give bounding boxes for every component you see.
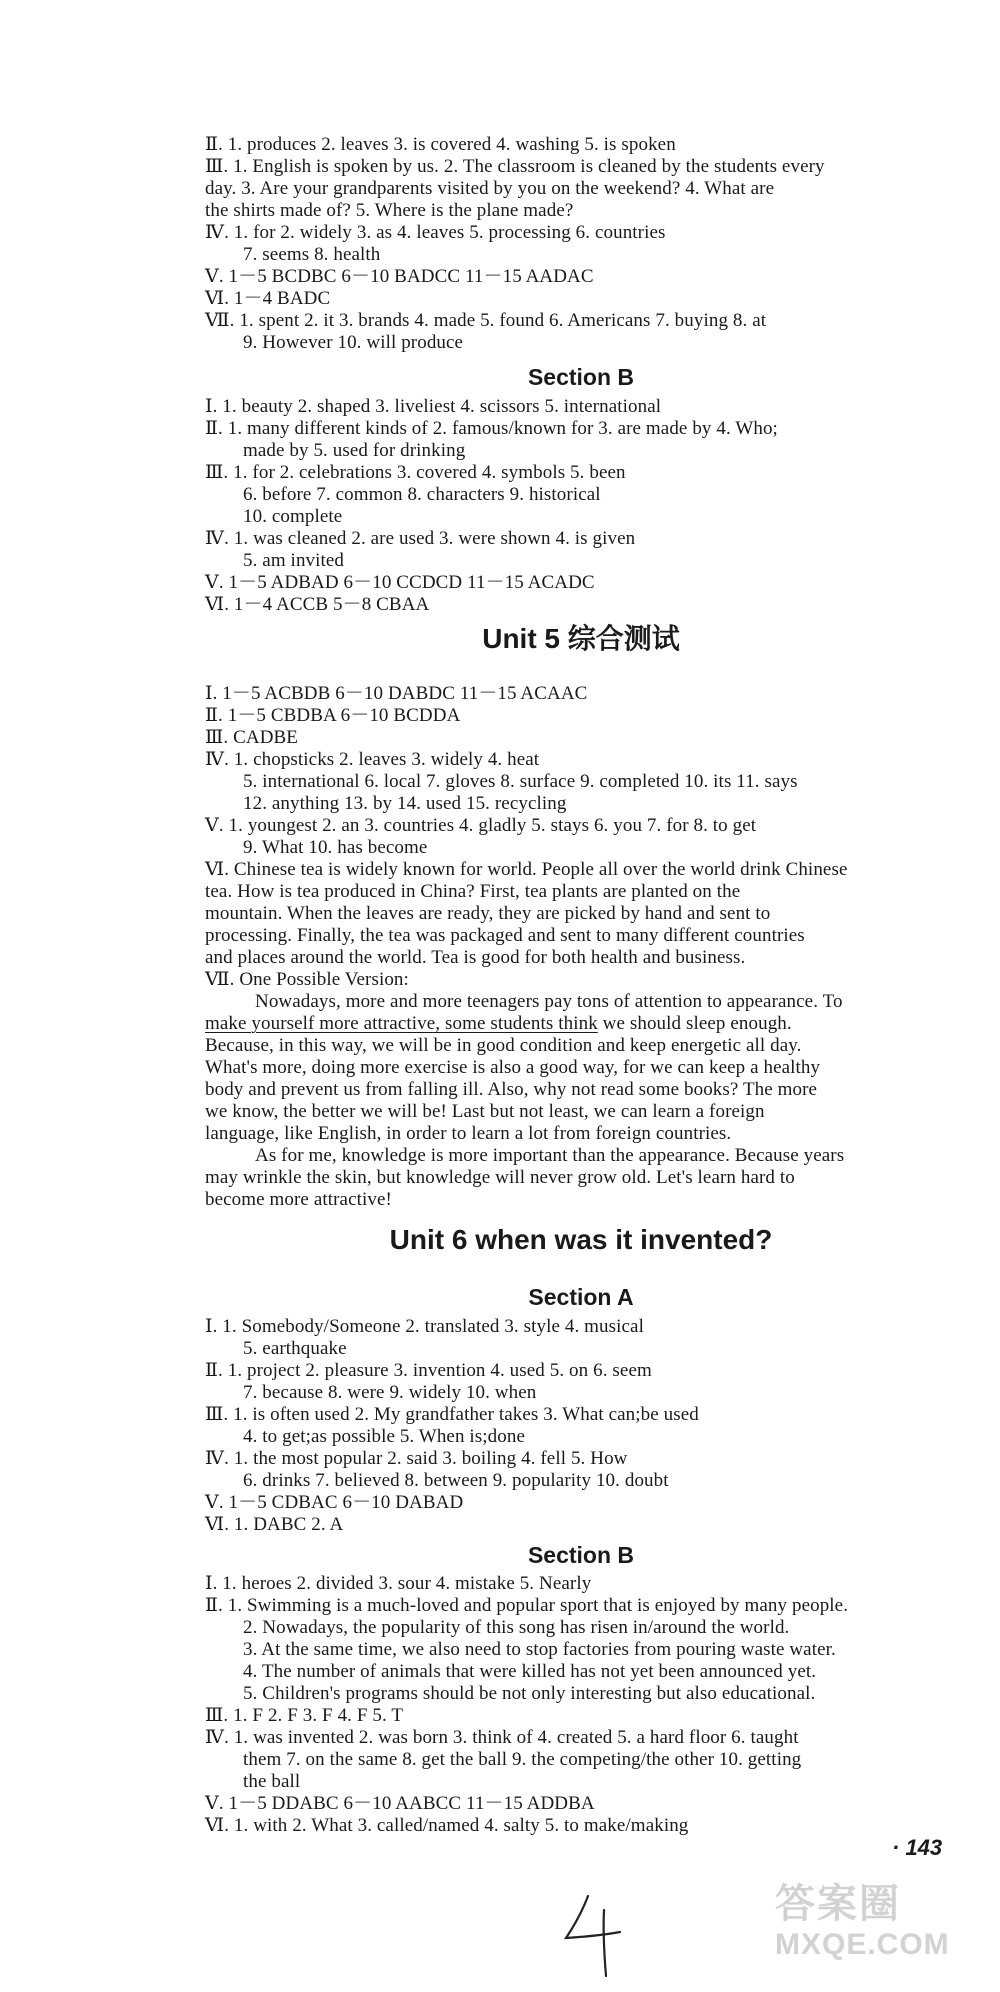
answer-line: 12. anything 13. by 14. used 15. recycling (243, 793, 567, 814)
answer-line: mountain. When the leaves are ready, they are picked by hand and sent to (205, 903, 771, 924)
watermark-logo (775, 1880, 985, 1980)
answer-line: Ⅴ. 1－5 CDBAC 6－10 DABAD (205, 1492, 464, 1513)
unit-heading: Unit 6 when was it invented? (389, 1224, 773, 1255)
answer-line: Ⅶ. 1. spent 2. it 3. brands 4. made 5. found 6. Americans 7. buying 8. at (205, 310, 767, 331)
answer-line: Ⅲ. 1. is often used 2. My grandfather takes 3. What can;be used (205, 1404, 699, 1425)
handwritten-mark-icon (560, 1890, 630, 1980)
answer-line: Ⅵ. 1－4 BADC (205, 288, 331, 309)
answer-line: Ⅳ. 1. was invented 2. was born 3. think of 4. created 5. a hard floor 6. taught (205, 1727, 799, 1748)
watermark-text: 答案圈 (775, 1882, 901, 1926)
essay-line: we know, the better we will be! Last but not least, we can learn a foreign (205, 1101, 765, 1122)
answer-line: 5. am invited (243, 550, 345, 571)
watermark-url: MXQE.COM (775, 1928, 950, 1961)
answer-line: Ⅵ. 1. with 2. What 3. called/named 4. salty 5. to make/making (205, 1815, 689, 1836)
answer-line: Ⅱ. 1. Swimming is a much-loved and popular sport that is enjoyed by many people. (205, 1595, 849, 1616)
essay-line: body and prevent us from falling ill. Also, why not read some books? The more (205, 1079, 818, 1100)
answer-line: 5. international 6. local 7. gloves 8. surface 9. completed 10. its 11. says (243, 771, 798, 792)
essay-line: may wrinkle the skin, but knowledge will never grow old. Let's learn hard to (205, 1167, 795, 1188)
answer-line: the ball (243, 1771, 301, 1792)
answer-line: 5. Children's programs should be not only interesting but also educational. (243, 1683, 816, 1704)
answer-line: tea. How is tea produced in China? First, tea plants are planted on the (205, 881, 741, 902)
answer-line: and places around the world. Tea is good for both health and business. (205, 947, 746, 968)
answer-line: Ⅱ. 1. produces 2. leaves 3. is covered 4. washing 5. is spoken (205, 134, 676, 155)
answer-line: Ⅰ. 1. beauty 2. shaped 3. liveliest 4. scissors 5. international (205, 396, 662, 417)
answer-line: day. 3. Are your grandparents visited by you on the weekend? 4. What are (205, 178, 775, 199)
page-number: · 143 (892, 1835, 943, 1860)
underlined-phrase: make yourself more attractive, some students think (205, 1013, 598, 1034)
answer-line: 10. complete (243, 506, 343, 527)
section-b-answers (205, 396, 957, 616)
answer-line: Ⅵ. 1. DABC 2. A (205, 1514, 344, 1535)
essay-line: Nowadays, more and more teenagers pay tons of attention to appearance. To (255, 991, 843, 1012)
answer-line: Ⅶ. One Possible Version: (205, 969, 409, 990)
answer-line: 5. earthquake (243, 1338, 347, 1359)
answer-line: 2. Nowadays, the popularity of this song has risen in/around the world. (243, 1617, 790, 1638)
answer-line: Ⅲ. 1. for 2. celebrations 3. covered 4. symbols 5. been (205, 462, 626, 483)
unit6-section-b-answers (205, 1573, 957, 1837)
answer-line: Ⅳ. 1. was cleaned 2. are used 3. were shown 4. is given (205, 528, 636, 549)
answer-line: made by 5. used for drinking (243, 440, 466, 461)
essay-line (205, 1013, 957, 1035)
answer-line: 6. before 7. common 8. characters 9. historical (243, 484, 601, 505)
answer-line: Ⅰ. 1. Somebody/Someone 2. translated 3. style 4. musical (205, 1316, 644, 1337)
answer-line: 4. to get;as possible 5. When is;done (243, 1426, 525, 1447)
essay-line: Because, in this way, we will be in good condition and keep energetic all day. (205, 1035, 802, 1056)
answer-line: Ⅴ. 1－5 DDABC 6－10 AABCC 11－15 ADDBA (205, 1793, 595, 1814)
section-heading: Section B (527, 1542, 635, 1568)
essay-text: we should sleep enough. (597, 1013, 792, 1034)
answer-line: 9. However 10. will produce (243, 332, 464, 353)
sample-essay (205, 991, 957, 1211)
answer-line: them 7. on the same 8. get the ball 9. the competing/the other 10. getting (243, 1749, 802, 1770)
answer-line: 4. The number of animals that were killed has not yet been announced yet. (243, 1661, 817, 1682)
answer-line: 7. seems 8. health (243, 244, 381, 265)
essay-line: language, like English, in order to learn a lot from foreign countries. (205, 1123, 732, 1144)
unit-heading: Unit 5 综合测试 (482, 623, 680, 654)
answer-line: Ⅲ. 1. English is spoken by us. 2. The classroom is cleaned by the students every (205, 156, 825, 177)
answer-line: Ⅳ. 1. chopsticks 2. leaves 3. widely 4. heat (205, 749, 540, 770)
answer-line: Ⅴ. 1－5 ADBAD 6－10 CCDCD 11－15 ACADC (205, 572, 595, 593)
answer-line: Ⅱ. 1－5 CBDBA 6－10 BCDDA (205, 705, 461, 726)
essay-line: As for me, knowledge is more important than the appearance. Because years (255, 1145, 845, 1166)
section-heading: Section A (528, 1284, 634, 1310)
answer-line: Ⅴ. 1－5 BCDBC 6－10 BADCC 11－15 AADAC (205, 266, 594, 287)
answer-line: Ⅱ. 1. project 2. pleasure 3. invention 4. used 5. on 6. seem (205, 1360, 652, 1381)
answer-line: 3. At the same time, we also need to stop factories from pouring waste water. (243, 1639, 836, 1660)
answer-line: Ⅲ. 1. F 2. F 3. F 4. F 5. T (205, 1705, 404, 1726)
answer-line: Ⅳ. 1. for 2. widely 3. as 4. leaves 5. processing 6. countries (205, 222, 666, 243)
unit6-section-a-answers (205, 1316, 957, 1536)
answer-line: Ⅲ. CADBE (205, 727, 299, 748)
answer-line: Ⅵ. 1－4 ACCB 5－8 CBAA (205, 594, 430, 615)
answer-line: Ⅰ. 1. heroes 2. divided 3. sour 4. mistake 5. Nearly (205, 1573, 592, 1594)
answer-line: Ⅴ. 1. youngest 2. an 3. countries 4. gladly 5. stays 6. you 7. for 8. to get (205, 815, 757, 836)
essay-line: become more attractive! (205, 1189, 392, 1210)
answer-line: processing. Finally, the tea was packaged and sent to many different countries (205, 925, 805, 946)
answer-line: 9. What 10. has become (243, 837, 428, 858)
answer-line: Ⅱ. 1. many different kinds of 2. famous/known for 3. are made by 4. Who; (205, 418, 778, 439)
answer-line: Ⅰ. 1－5 ACBDB 6－10 DABDC 11－15 ACAAC (205, 683, 588, 704)
essay-line: What's more, doing more exercise is also a good way, for we can keep a healthy (205, 1057, 821, 1078)
answer-line: 6. drinks 7. believed 8. between 9. popularity 10. doubt (243, 1470, 669, 1491)
section-heading: Section B (527, 364, 635, 390)
answer-line: 7. because 8. were 9. widely 10. when (243, 1382, 537, 1403)
answer-line: the shirts made of? 5. Where is the plane made? (205, 200, 574, 221)
unit5-answers (205, 683, 957, 991)
answer-line: Ⅳ. 1. the most popular 2. said 3. boiling 4. fell 5. How (205, 1448, 628, 1469)
answer-line: Ⅵ. Chinese tea is widely known for world. People all over the world drink Chinese (205, 859, 848, 880)
section-a-answers (205, 134, 957, 354)
